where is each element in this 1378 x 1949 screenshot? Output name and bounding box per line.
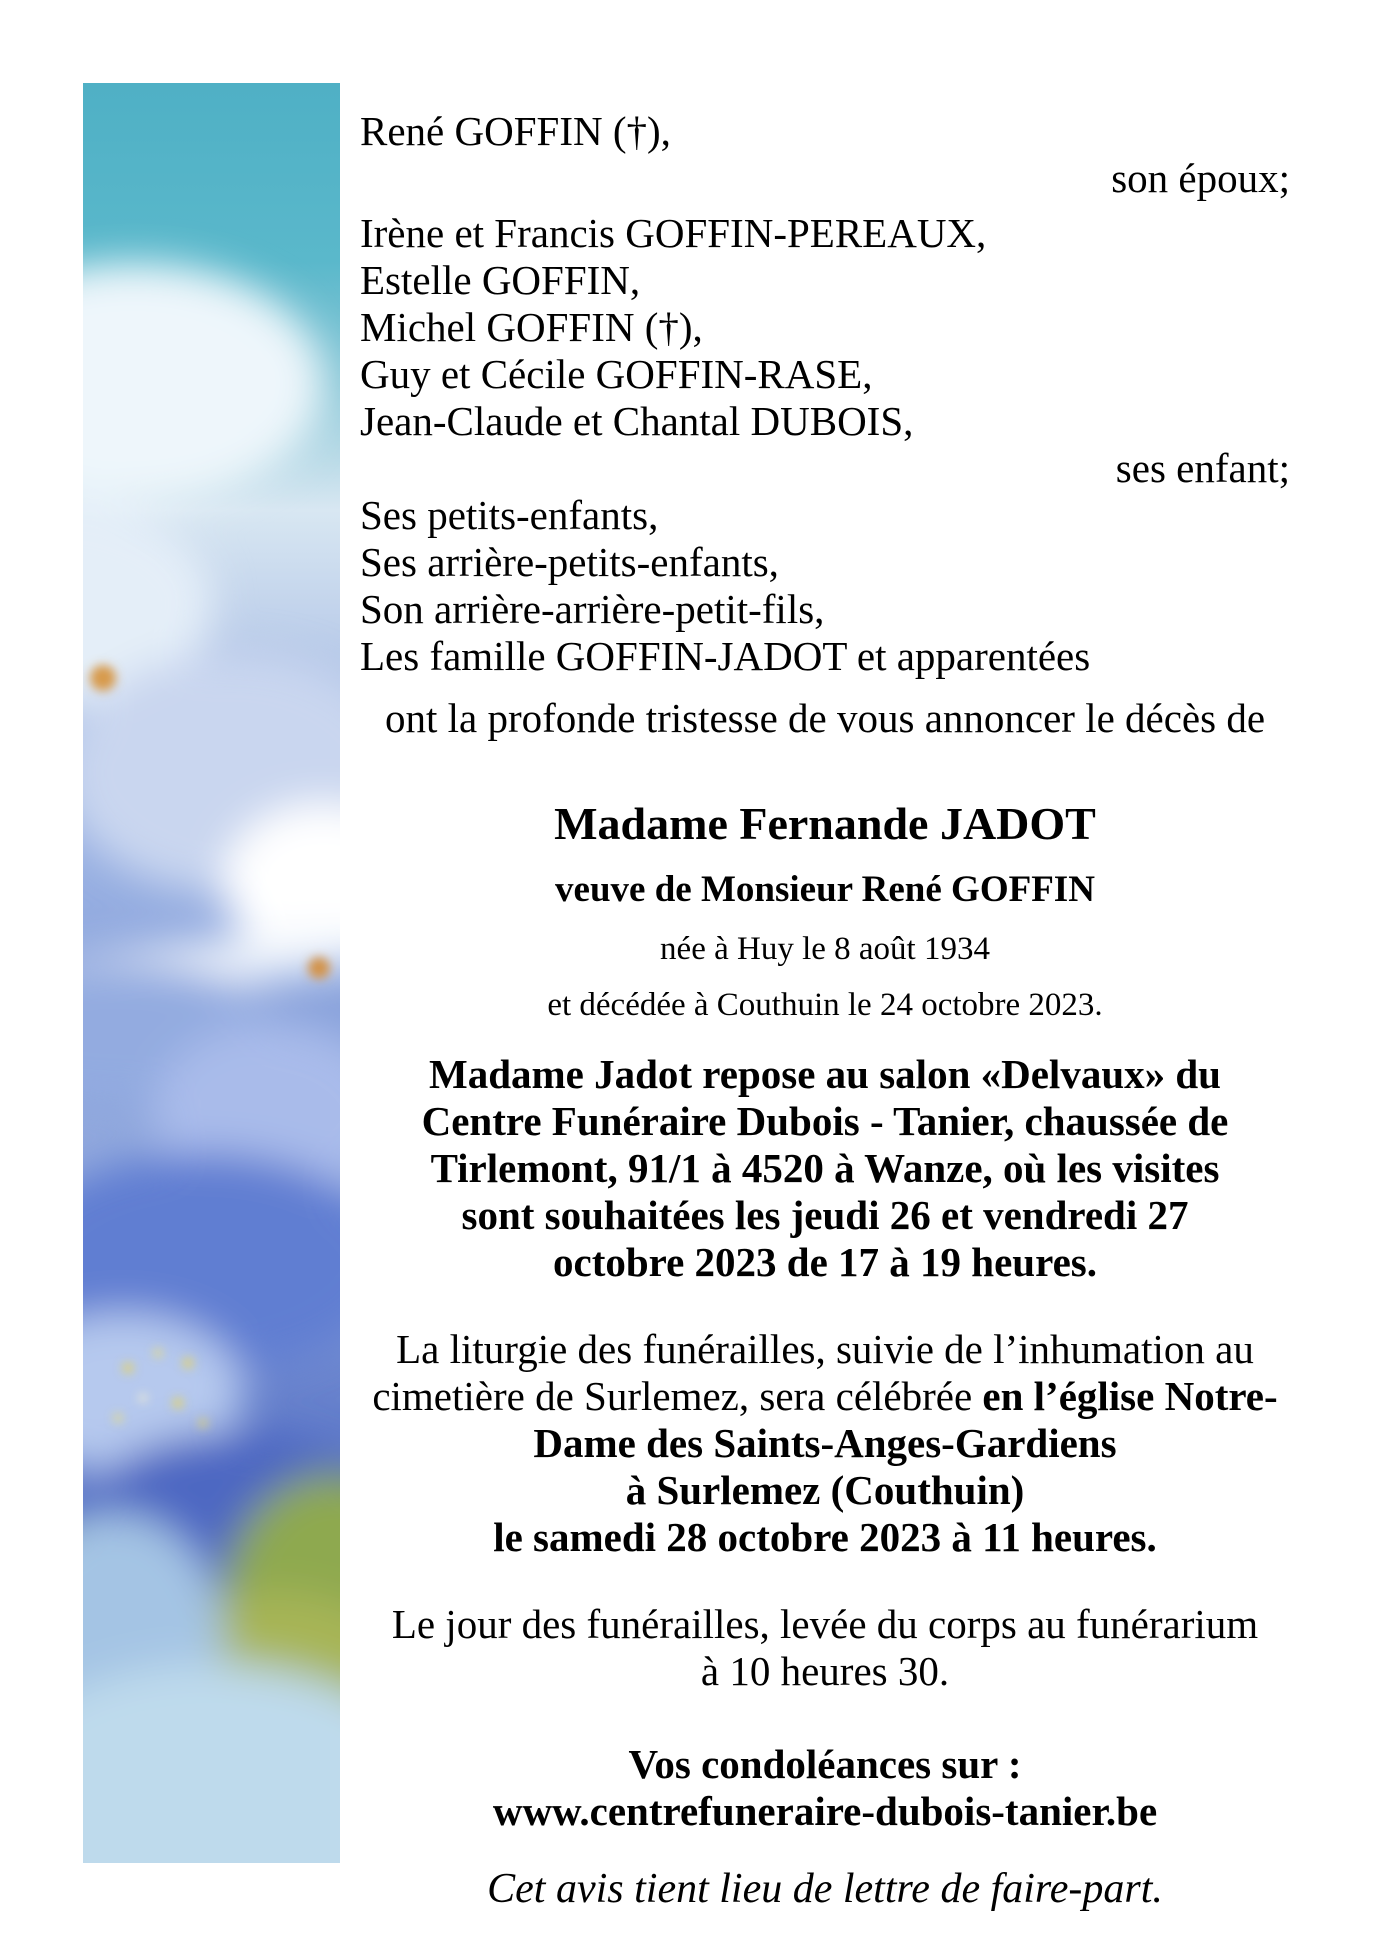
deceased-name: Madame Fernande JADOT (554, 798, 1096, 849)
relation-children: ses enfant; (1115, 445, 1290, 491)
liturgy-line-regular: cimetière de Surlemez, sera célébrée (372, 1373, 983, 1419)
visitation-line: Madame Jadot repose au salon «Delvaux» du (429, 1051, 1221, 1097)
flower-photo (83, 83, 340, 1863)
child-line: Jean-Claude et Chantal DUBOIS, (360, 398, 914, 444)
relation-husband: son époux; (1111, 155, 1290, 201)
liturgy-line: La liturgie des funérailles, suivie de l’inhumation au (396, 1326, 1254, 1372)
condolences-label: Vos condoléances sur : (628, 1741, 1022, 1787)
announce-line: ont la profonde tristesse de vous annoncer le décès de (384, 695, 1266, 741)
child-line: Guy et Cécile GOFFIN-RASE, (360, 351, 873, 397)
footer-notice: Cet avis tient lieu de lettre de faire-part. (487, 1866, 1163, 1912)
descendant-line: Ses arrière-petits-enfants, (360, 539, 779, 585)
condolences-website: www.centrefuneraire-dubois-tanier.be (492, 1788, 1158, 1834)
liturgy-paragraph (360, 1326, 1290, 1561)
ceremony-date-line: le samedi 28 octobre 2023 à 11 heures. (493, 1514, 1157, 1560)
birth-line: née à Huy le 8 août 1934 (660, 931, 990, 967)
visitation-paragraph (360, 1051, 1290, 1286)
announcement-text (360, 108, 1290, 1913)
descendant-line: Les famille GOFFIN-JADOT et apparentées (360, 633, 1091, 679)
descendant-line: Ses petits-enfants, (360, 492, 659, 538)
descendant-line: Son arrière-arrière-petit-fils, (360, 586, 825, 632)
child-line: Estelle GOFFIN, (360, 257, 641, 303)
departure-line: Le jour des funérailles, levée du corps au funérarium (391, 1601, 1259, 1647)
child-line: Michel GOFFIN (†), (360, 304, 703, 350)
departure-paragraph (360, 1601, 1290, 1695)
church-place-line: à Surlemez (Couthuin) (625, 1467, 1025, 1513)
visitation-line: sont souhaitées les jeudi 26 et vendredi 27 (461, 1192, 1189, 1238)
liturgy-line-bold: en l’église Notre- (982, 1373, 1278, 1419)
condolences-block (360, 1741, 1290, 1835)
husband-line: René GOFFIN (†), (360, 108, 671, 154)
departure-time-line: à 10 heures 30. (700, 1648, 950, 1694)
visitation-line: octobre 2023 de 17 à 19 heures. (553, 1239, 1097, 1285)
liturgy-line (360, 1373, 1290, 1420)
visitation-line: Tirlemont, 91/1 à 4520 à Wanze, où les visites (430, 1145, 1220, 1191)
widow-line: veuve de Monsieur René GOFFIN (555, 869, 1095, 910)
death-line: et décédée à Couthuin le 24 octobre 2023. (547, 987, 1103, 1023)
child-line: Irène et Francis GOFFIN-PEREAUX, (360, 210, 987, 256)
visitation-line: Centre Funéraire Dubois - Tanier, chaussée de (421, 1098, 1229, 1144)
flower-photo-image (83, 83, 340, 1863)
church-name-line: Dame des Saints-Anges-Gardiens (533, 1420, 1117, 1466)
